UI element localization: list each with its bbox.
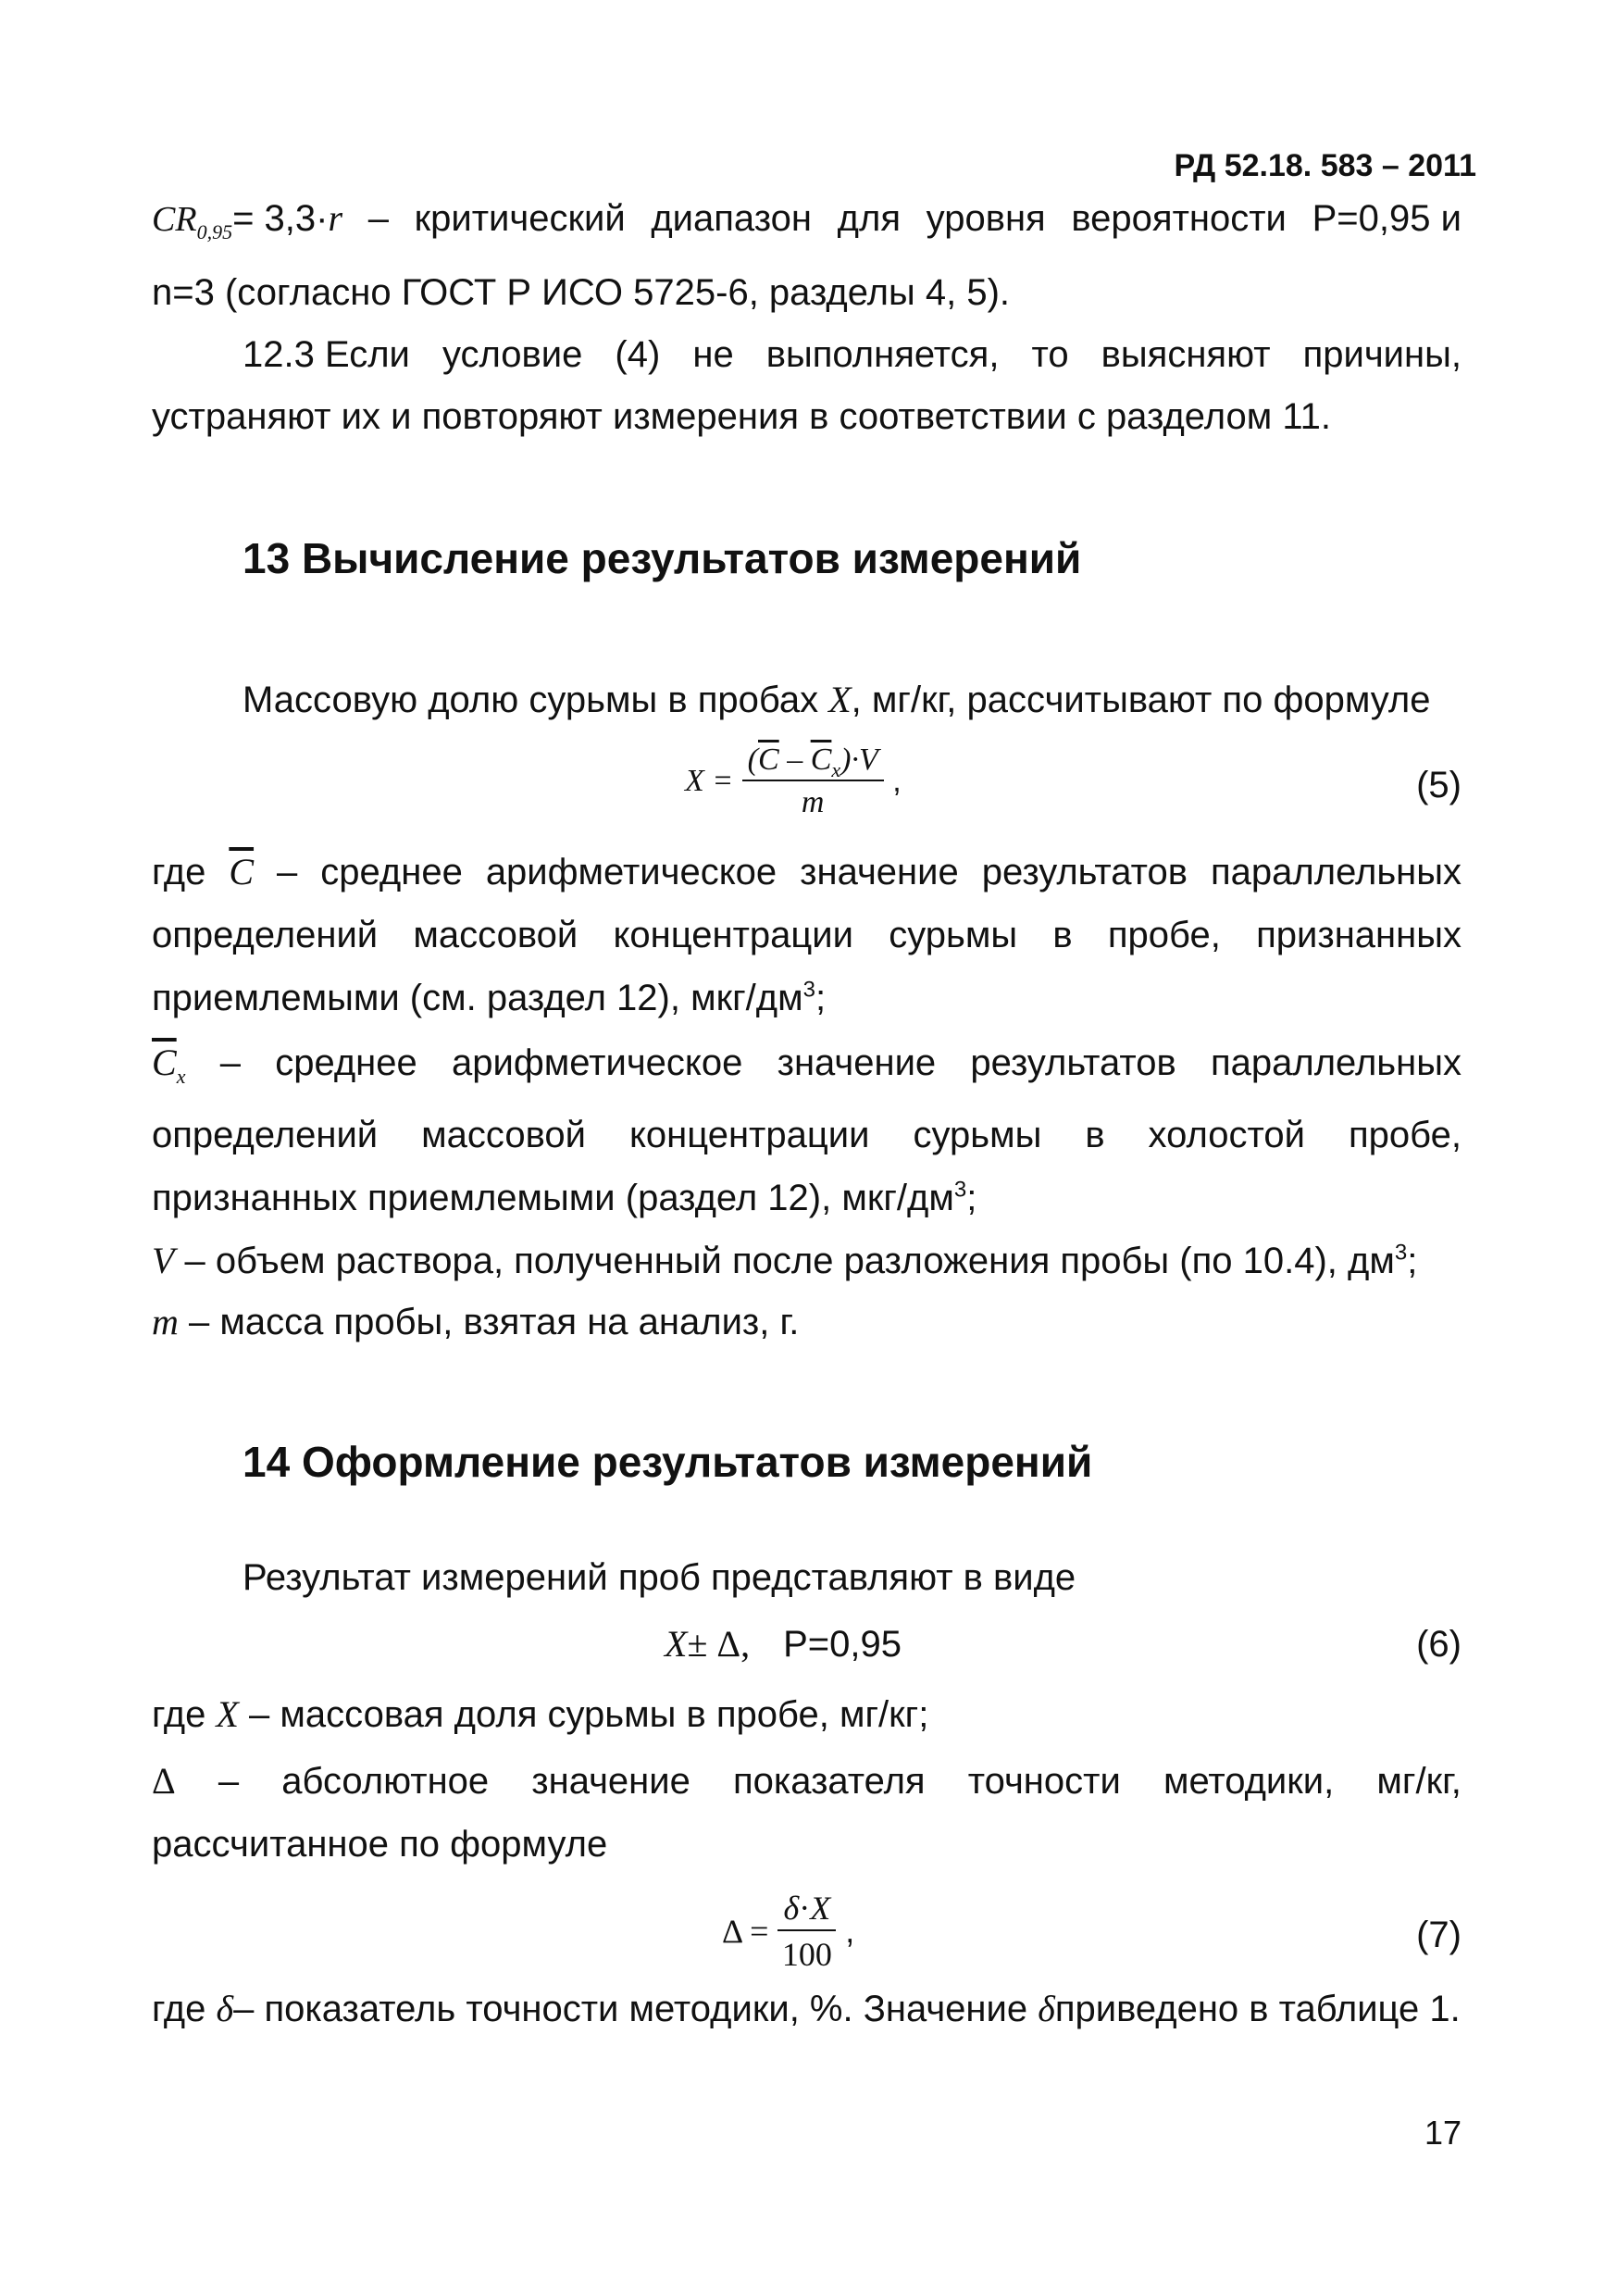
- formula-5: X = $\frac{(\overline{C} - \overline{C}_x)\cdot V}{m}$ ,: [685, 742, 902, 819]
- where-cx-line-3: признанных приемлемыми (раздел 12), мкг/$дм^3$;: [152, 1177, 977, 1218]
- cr-expression: $CR_{0,95}= 3,3\cdot r$: [152, 197, 343, 243]
- where-delta-line: где δ– показатель точности методики, %. Значение δприведено в таблице 1.: [152, 1988, 1461, 2029]
- critical-range-line: $CR_{0,95}= 3,3\cdot r$ – критический диапазон для уровня вероятности Р=0,95 и: [152, 197, 1462, 243]
- formula-6: X± Δ, Р=0,95: [665, 1623, 902, 1665]
- formula-5-number: (5): [1416, 765, 1462, 805]
- section-14-title: 14 Оформление результатов измерений: [243, 1438, 1093, 1486]
- where-c-line-2: определений массовой концентрации сурьмы в пробе, признанных: [152, 915, 1462, 955]
- section-13-title: 13 Вычисление результатов измерений: [243, 534, 1082, 582]
- paragraph-12-3-line-2: устраняют их и повторяют измерения в соответствии с разделом 11.: [152, 396, 1331, 437]
- section-14-intro: Результат измерений проб представляют в виде: [243, 1557, 1076, 1598]
- where-x-line: где X – массовая доля сурьмы в пробе, мг/кг;: [152, 1693, 929, 1735]
- where-v-line: V – объем раствора, полученный после разложения пробы (по 10.4), $дм^3$;: [152, 1240, 1418, 1281]
- where-c-line-3: приемлемыми (см. раздел 12), мкг/$дм^3$;: [152, 977, 827, 1018]
- formula-7: Δ = $\frac{\delta\cdot X}{100}$ ,: [722, 1890, 855, 1973]
- formula-7-number: (7): [1416, 1915, 1462, 1955]
- where-cx-line-1: $\overline{C}_x$ – среднее арифметическое значение результатов параллельных: [152, 1042, 1462, 1088]
- where-c-line-1: где $\overline{C}$ – среднее арифметическое значение результатов параллельных: [152, 851, 1462, 892]
- page-number: 17: [1424, 2114, 1462, 2152]
- section-13-intro: Массовую долю сурьмы в пробах X, мг/кг, рассчитывают по формуле: [243, 679, 1431, 720]
- where-cx-line-2: определений массовой концентрации сурьмы в холостой пробе,: [152, 1115, 1462, 1155]
- document-number: РД 52.18. 583 – 2011: [1174, 148, 1476, 183]
- where-m-line: m – масса пробы, взятая на анализ, г.: [152, 1301, 800, 1342]
- delta-line-2: рассчитанное по формуле: [152, 1824, 608, 1865]
- critical-range-line-2: n=3 (согласно ГОСТ Р ИСО 5725-6, разделы 4, 5).: [152, 272, 1011, 313]
- paragraph-12-3-line-1: 12.3 Если условие (4) не выполняется, то выясняют причины,: [243, 334, 1462, 375]
- delta-line-1: Δ – абсолютное значение показателя точности методики, мг/кг,: [152, 1760, 1462, 1802]
- formula-6-number: (6): [1416, 1624, 1462, 1665]
